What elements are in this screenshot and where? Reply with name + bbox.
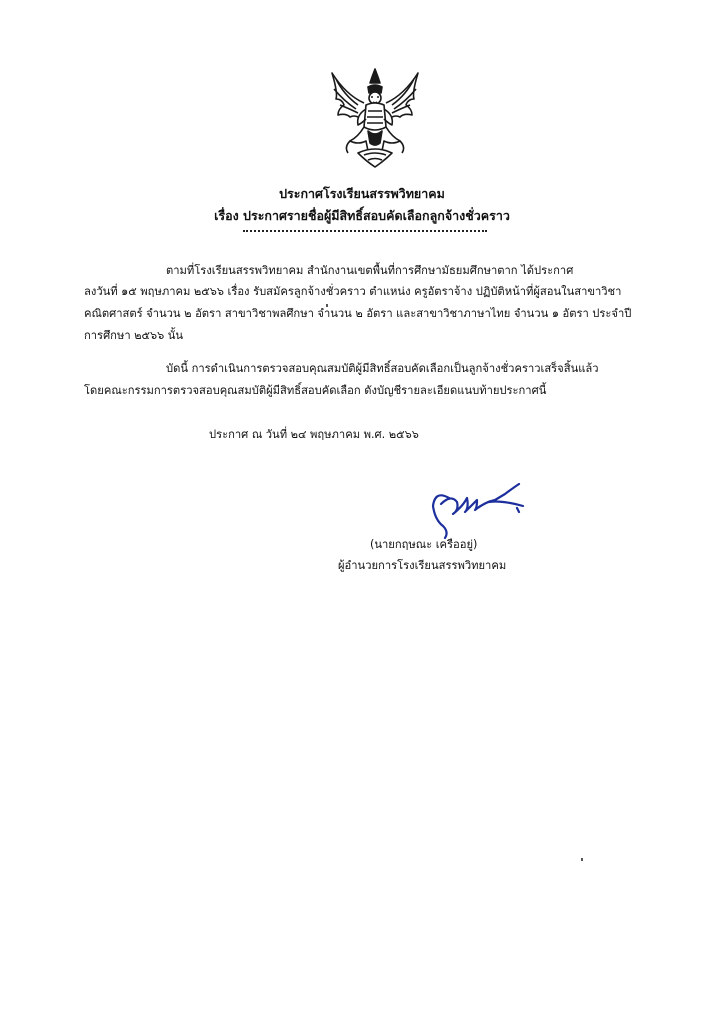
paragraph-1-line-4: การศึกษา ๒๕๖๖ นั้น <box>84 329 184 342</box>
signatory-name: (นายกฤษณะ เครืออยู่) <box>370 538 478 551</box>
announcement-date: ประกาศ ณ วันที่ ๒๔ พฤษภาคม พ.ศ. ๒๕๖๖ <box>209 428 419 441</box>
announcement-subject: เรื่อง ประกาศรายชื่อผู้มีสิทธิ์สอบคัดเลือกลูกจ้างชั่วคราว <box>214 208 510 223</box>
paragraph-1-line-2: ลงวันที่ ๑๕ พฤษภาคม ๒๕๖๖ เรื่อง รับสมัครลูกจ้างชั่วคราว ตำแหน่ง ครูอัตราจ้าง ปฏิบัติหน้าที่ผู้สอนในสาขาวิชา <box>84 285 622 298</box>
announcement-title: ประกาศโรงเรียนสรรพวิทยาคม <box>279 186 445 201</box>
scan-speck <box>326 304 328 307</box>
paragraph-2-line-1: บัดนี้ การดำเนินการตรวจสอบคุณสมบัติผู้มีสิทธิ์สอบคัดเลือกเป็นลูกจ้างชั่วคราวเสร็จสิ้นแล้ว <box>166 362 599 375</box>
garuda-emblem-icon <box>328 65 422 170</box>
paragraph-1-line-1: ตามที่โรงเรียนสรรพวิทยาคม สำนักงานเขตพื้นที่การศึกษามัธยมศึกษาตาก ได้ประกาศ <box>166 264 574 277</box>
dotted-divider <box>243 230 487 232</box>
handwritten-signature-icon <box>405 476 530 540</box>
paragraph-1-line-3: คณิตศาสตร์ จำนวน ๒ อัตรา สาขาวิชาพลศึกษา จำนวน ๒ อัตรา และสาขาวิชาภาษาไทย จำนวน ๑ อัตรา ประจำปี <box>84 307 632 320</box>
scan-speck <box>581 858 583 861</box>
paragraph-2-line-2: โดยคณะกรรมการตรวจสอบคุณสมบัติผู้มีสิทธิ์สอบคัดเลือก ดังบัญชีรายละเอียดแนบท้ายประกาศนี้ <box>84 384 547 397</box>
signatory-position: ผู้อำนวยการโรงเรียนสรรพวิทยาคม <box>338 559 507 572</box>
